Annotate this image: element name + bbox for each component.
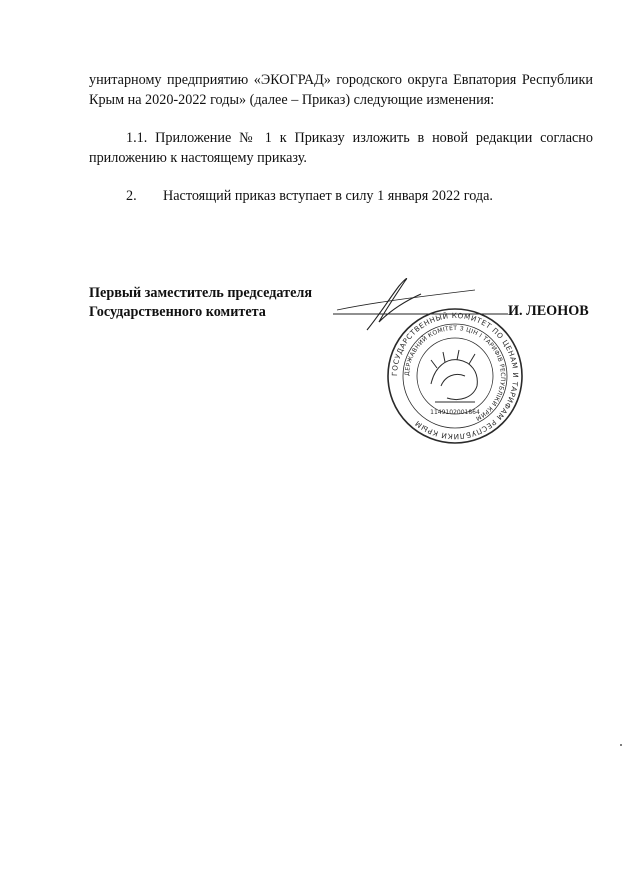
signer-name: И. ЛЕОНОВ	[508, 303, 589, 319]
stray-mark	[620, 744, 622, 746]
paragraph-item-1-1: 1.1. Приложение № 1 к Приказу изложить в новой редакции согласно приложению к настоящему приказу.	[89, 130, 593, 166]
signer-position	[89, 284, 312, 322]
svg-text:ДЕРЖАВНИЙ КОМІТЕТ З ЦІН І ТАРИ: ДЕРЖАВНИЙ КОМІТЕТ З ЦІН І ТАРИФІВ РЕСПУБЛІКИ КРИМ	[403, 324, 507, 422]
svg-text:ГОСУДАРСТВЕННЫЙ КОМИТЕТ ПО ЦЕН: ГОСУДАРСТВЕННЫЙ КОМИТЕТ ПО ЦЕНАМ И ТАРИФАМ РЕСПУБЛИКИ КРЫМ	[389, 310, 521, 442]
svg-text:1149102001864: 1149102001864	[430, 409, 480, 416]
paragraph-intro: унитарному предприятию «ЭКОГРАД» городского округа Евпатория Республики Крым на 2020-2022 годы» (далее – Приказ) следующие изменения:	[89, 72, 593, 108]
item-number: 2.	[126, 188, 137, 204]
official-seal-stamp	[385, 306, 525, 446]
paragraph-item-2	[89, 186, 593, 206]
signer-position-line1: Первый заместитель председателя	[89, 285, 313, 301]
signer-position-line2: Государственного комитета	[89, 304, 266, 320]
item-text: Настоящий приказ вступает в силу 1 января 2022 года.	[163, 188, 493, 204]
